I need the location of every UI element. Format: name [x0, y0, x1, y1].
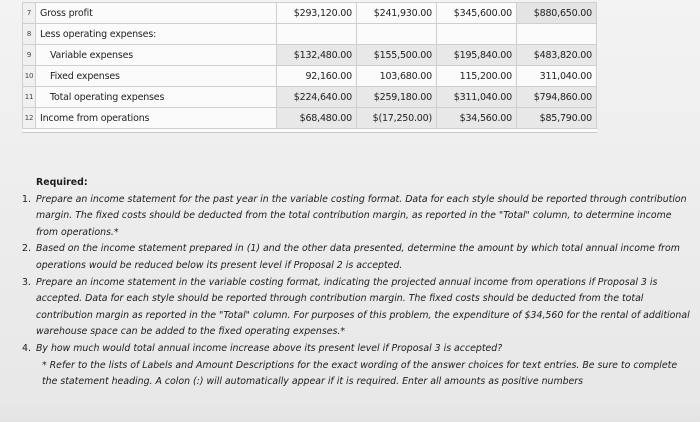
- required-item: [22, 341, 694, 358]
- row-label: Fixed expenses: [36, 66, 277, 87]
- item-number: 4.: [22, 342, 31, 354]
- row-label: Gross profit: [36, 3, 277, 24]
- cell-value: $68,480.00: [277, 108, 357, 129]
- item-number: 3.: [22, 276, 31, 288]
- cell-value: [357, 24, 437, 45]
- table-row: [23, 66, 597, 87]
- item-number: 1.: [22, 193, 31, 205]
- spreadsheet-table: [22, 2, 597, 133]
- cell-value: [437, 24, 517, 45]
- item-text: By how much would total annual income increase above its present level if Proposal 3 is accepted?: [36, 342, 503, 354]
- item-text: Prepare an income statement for the past year in the variable costing format. Data for each style should be reported through contribution margin. The fixed costs should be deducted from the total contribution margin, as reported in the "Total" column, to determine income from operations.*: [36, 193, 687, 238]
- cell-value: $155,500.00: [357, 45, 437, 66]
- item-number: 2.: [22, 243, 31, 255]
- income-table: [22, 2, 597, 129]
- row-number: 10: [23, 66, 36, 87]
- row-number: 8: [23, 24, 36, 45]
- cell-value: $311,040.00: [437, 87, 517, 108]
- cell-value: $259,180.00: [357, 87, 437, 108]
- table-row: [23, 108, 597, 129]
- item-text: Based on the income statement prepared in (1) and the other data presented, determine the amount by which total annual income from operations would be reduced below its present level if Proposal 2 is accepted.: [36, 243, 680, 271]
- cell-value: $195,840.00: [437, 45, 517, 66]
- cell-value: $293,120.00: [277, 3, 357, 24]
- cell-value: $345,600.00: [437, 3, 517, 24]
- row-label: Total operating expenses: [36, 87, 277, 108]
- cell-value: 103,680.00: [357, 66, 437, 87]
- cell-total: $85,790.00: [517, 108, 597, 129]
- row-number: 9: [23, 45, 36, 66]
- cell-total: $794,860.00: [517, 87, 597, 108]
- footnote: * Refer to the lists of Labels and Amount Descriptions for the exact wording of the answer choices for text entries. Be sure to complete the statement heading. A colon (:) will automatically appear if it is required. Enter all amounts as positive numbers: [42, 359, 678, 388]
- cell-value: 115,200.00: [437, 66, 517, 87]
- required-item: [22, 241, 694, 274]
- cell-total: $483,820.00: [517, 45, 597, 66]
- row-label: Income from operations: [36, 108, 277, 129]
- cell-value: $241,930.00: [357, 3, 437, 24]
- row-number: 11: [23, 87, 36, 108]
- table-row: [23, 24, 597, 45]
- table-row: [23, 45, 597, 66]
- row-number: 7: [23, 3, 36, 24]
- required-item: [22, 192, 694, 242]
- required-heading: Required:: [36, 177, 88, 188]
- cell-value: $(17,250.00): [357, 108, 437, 129]
- required-item: [22, 275, 694, 341]
- item-text: Prepare an income statement in the variable costing format, indicating the projected annual income from operations if Proposal 3 is accepted. Data for each style should be reported through contribution margin. The fixed costs should be deducted from the total contribution margin as reported in the "Total" column. For purposes of this problem, the expenditure of $34,560 for the rental of additional warehouse space can be added to the fixed operating expenses.*: [36, 276, 690, 338]
- bottom-fade: [0, 404, 700, 422]
- cell-value: 92,160.00: [277, 66, 357, 87]
- cell-total: [517, 24, 597, 45]
- table-row: [23, 3, 597, 24]
- cell-value: $224,640.00: [277, 87, 357, 108]
- row-label: Variable expenses: [36, 45, 277, 66]
- cell-value: $132,480.00: [277, 45, 357, 66]
- table-row: [23, 87, 597, 108]
- cell-total: $880,650.00: [517, 3, 597, 24]
- cell-value: [277, 24, 357, 45]
- row-number: 12: [23, 108, 36, 129]
- cell-total: 311,040.00: [517, 66, 597, 87]
- cell-value: $34,560.00: [437, 108, 517, 129]
- row-label: Less operating expenses:: [36, 24, 277, 45]
- required-section: [22, 175, 694, 391]
